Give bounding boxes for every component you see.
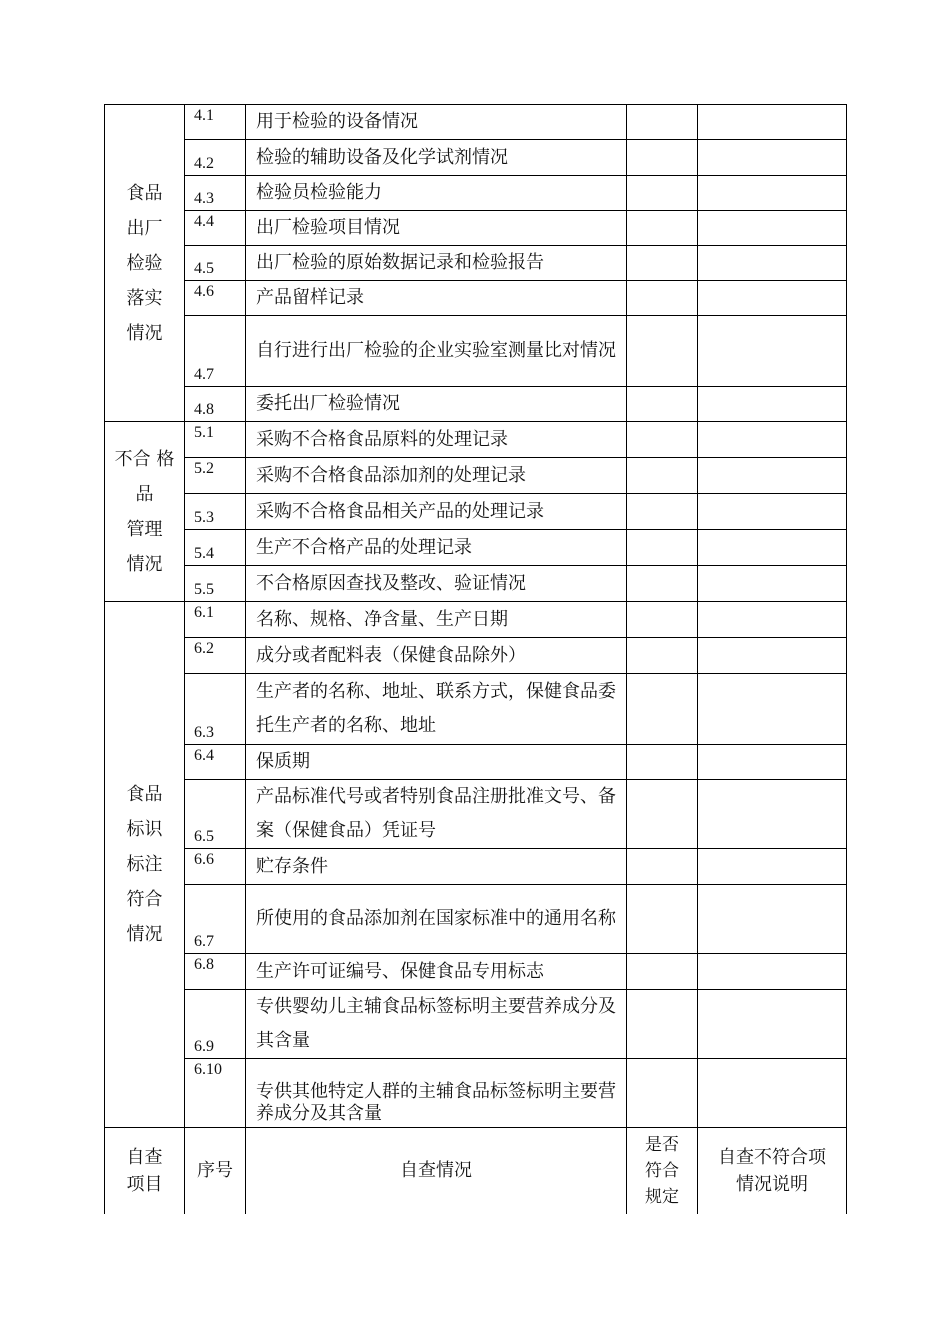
- item-number: 4.7: [185, 316, 246, 387]
- self-inspection-sheet: [104, 104, 846, 1214]
- note-cell[interactable]: [698, 281, 847, 316]
- item-number: 6.8: [185, 954, 246, 990]
- table-row: [105, 954, 847, 990]
- note-cell[interactable]: [698, 885, 847, 954]
- item-description: 专供婴幼儿主辅食品标签标明主要营养成分及其含量: [246, 990, 627, 1059]
- group-title-line: 品: [135, 483, 154, 505]
- item-description: 自行进行出厂检验的企业实验室测量比对情况: [246, 316, 627, 387]
- item-number: 6.9: [185, 990, 246, 1059]
- group-title-line: 管理: [126, 518, 163, 540]
- header-item: [105, 1128, 185, 1214]
- note-cell[interactable]: [698, 140, 847, 176]
- item-description: 采购不合格食品相关产品的处理记录: [246, 494, 627, 530]
- compliance-cell[interactable]: [627, 780, 698, 849]
- item-number: 6.1: [185, 602, 246, 638]
- compliance-cell[interactable]: [627, 316, 698, 387]
- group-title-line: 标识: [126, 819, 163, 840]
- item-description: 名称、规格、净含量、生产日期: [246, 602, 627, 638]
- item-number: 6.5: [185, 780, 246, 849]
- note-cell[interactable]: [698, 954, 847, 990]
- item-description: 出厂检验项目情况: [246, 211, 627, 246]
- item-number: 5.4: [185, 530, 246, 566]
- compliance-cell[interactable]: [627, 849, 698, 885]
- header-situation: 自查情况: [246, 1128, 627, 1214]
- item-number: 6.3: [185, 674, 246, 745]
- group-title-line: 食品: [126, 784, 163, 805]
- item-number: 5.2: [185, 458, 246, 494]
- table-row: [105, 745, 847, 780]
- item-description: 产品留样记录: [246, 281, 627, 316]
- table-row: [105, 849, 847, 885]
- item-number: 4.6: [185, 281, 246, 316]
- group-title-line: 情况: [126, 924, 163, 945]
- note-cell[interactable]: [698, 246, 847, 281]
- inspection-table-body: [105, 105, 847, 1214]
- header-item-line: 项目: [126, 1173, 163, 1195]
- table-row: [105, 566, 847, 602]
- header-note-line: 情况说明: [736, 1173, 808, 1195]
- table-row: [105, 458, 847, 494]
- note-cell[interactable]: [698, 566, 847, 602]
- item-number: 6.2: [185, 638, 246, 674]
- item-number: 6.4: [185, 745, 246, 780]
- item-description: 成分或者配料表（保健食品除外）: [246, 638, 627, 674]
- table-row: [105, 990, 847, 1059]
- item-description: 采购不合格食品添加剂的处理记录: [246, 458, 627, 494]
- note-cell[interactable]: [698, 1059, 847, 1128]
- note-cell[interactable]: [698, 211, 847, 246]
- header-item-line: 自查: [126, 1146, 163, 1168]
- group-title-line: 出厂: [126, 217, 163, 239]
- item-number: 5.5: [185, 566, 246, 602]
- group-title-line: 食品: [126, 182, 163, 204]
- compliance-cell[interactable]: [627, 602, 698, 638]
- compliance-cell[interactable]: [627, 281, 698, 316]
- item-number: 4.5: [185, 246, 246, 281]
- compliance-cell[interactable]: [627, 1059, 698, 1128]
- note-cell[interactable]: [698, 387, 847, 422]
- header-compliant: [627, 1128, 698, 1214]
- table-row: [105, 780, 847, 849]
- table-row: [105, 602, 847, 638]
- compliance-cell[interactable]: [627, 885, 698, 954]
- item-number: 4.4: [185, 211, 246, 246]
- group-title-line: 标注: [126, 854, 163, 875]
- header-compliant-line: 规定: [645, 1186, 679, 1207]
- item-description: 生产者的名称、地址、联系方式，保健食品委托生产者的名称、地址: [246, 674, 627, 745]
- header-compliant-line: 符合: [645, 1160, 679, 1181]
- item-description: 产品标准代号或者特别食品注册批准文号、备案（保健食品）凭证号: [246, 780, 627, 849]
- compliance-cell[interactable]: [627, 176, 698, 211]
- item-number: 5.1: [185, 422, 246, 458]
- item-number: 6.7: [185, 885, 246, 954]
- item-description: 出厂检验的原始数据记录和检验报告: [246, 246, 627, 281]
- group-title-line: 落实: [126, 287, 163, 309]
- group-title-cell: [105, 422, 185, 602]
- item-number: 5.3: [185, 494, 246, 530]
- item-description: 生产不合格产品的处理记录: [246, 530, 627, 566]
- item-description: 专供其他特定人群的主辅食品标签标明主要营养成分及其含量: [246, 1059, 627, 1128]
- compliance-cell[interactable]: [627, 422, 698, 458]
- note-cell[interactable]: [698, 176, 847, 211]
- item-number: 6.10: [185, 1059, 246, 1128]
- item-description: 委托出厂检验情况: [246, 387, 627, 422]
- note-cell[interactable]: [698, 422, 847, 458]
- note-cell[interactable]: [698, 745, 847, 780]
- item-number: 4.1: [185, 105, 246, 140]
- table-row: [105, 176, 847, 211]
- compliance-cell[interactable]: [627, 246, 698, 281]
- note-cell[interactable]: [698, 602, 847, 638]
- group-title-cell: [105, 105, 185, 422]
- item-description: 用于检验的设备情况: [246, 105, 627, 140]
- note-cell[interactable]: [698, 316, 847, 387]
- compliance-cell[interactable]: [627, 566, 698, 602]
- item-description: 生产许可证编号、保健食品专用标志: [246, 954, 627, 990]
- note-cell[interactable]: [698, 105, 847, 140]
- compliance-cell[interactable]: [627, 494, 698, 530]
- table-row: [105, 316, 847, 387]
- table-row: [105, 105, 847, 140]
- table-row: [105, 387, 847, 422]
- compliance-cell[interactable]: [627, 530, 698, 566]
- table-row: [105, 494, 847, 530]
- note-cell[interactable]: [698, 674, 847, 745]
- item-description: 采购不合格食品原料的处理记录: [246, 422, 627, 458]
- group-title-line: 情况: [126, 322, 163, 344]
- compliance-cell[interactable]: [627, 990, 698, 1059]
- table-row: [105, 246, 847, 281]
- item-description: 保质期: [246, 745, 627, 780]
- header-note: [698, 1128, 847, 1214]
- header-note-line: 自查不符合项: [718, 1146, 826, 1168]
- table-row: [105, 140, 847, 176]
- note-cell[interactable]: [698, 458, 847, 494]
- table-row: [105, 530, 847, 566]
- table-row: [105, 422, 847, 458]
- note-cell[interactable]: [698, 849, 847, 885]
- item-number: 6.6: [185, 849, 246, 885]
- header-number: 序号: [185, 1128, 246, 1214]
- group-title-line: 情况: [126, 553, 163, 575]
- item-number: 4.2: [185, 140, 246, 176]
- item-description: 不合格原因查找及整改、验证情况: [246, 566, 627, 602]
- compliance-cell[interactable]: [627, 458, 698, 494]
- item-description: 检验员检验能力: [246, 176, 627, 211]
- note-cell[interactable]: [698, 990, 847, 1059]
- compliance-cell[interactable]: [627, 954, 698, 990]
- compliance-cell[interactable]: [627, 105, 698, 140]
- table-row: [105, 281, 847, 316]
- group-title-line: 符合: [126, 889, 163, 910]
- compliance-cell[interactable]: [627, 140, 698, 176]
- note-cell[interactable]: [698, 638, 847, 674]
- inspection-table: [104, 104, 847, 1214]
- group-title-cell: [105, 602, 185, 1128]
- note-cell[interactable]: [698, 530, 847, 566]
- table-row: [105, 885, 847, 954]
- item-description: 贮存条件: [246, 849, 627, 885]
- table-row: [105, 638, 847, 674]
- table-row: [105, 211, 847, 246]
- group-title-line: 检验: [126, 252, 163, 274]
- note-cell[interactable]: [698, 780, 847, 849]
- compliance-cell[interactable]: [627, 638, 698, 674]
- item-number: 4.3: [185, 176, 246, 211]
- compliance-cell[interactable]: [627, 211, 698, 246]
- header-compliant-line: 是否: [645, 1134, 679, 1155]
- table-row: [105, 1059, 847, 1128]
- item-number: 4.8: [185, 387, 246, 422]
- compliance-cell[interactable]: [627, 745, 698, 780]
- column-header-row: [105, 1128, 847, 1214]
- item-description: 所使用的食品添加剂在国家标准中的通用名称: [246, 885, 627, 954]
- group-title-line: 不合 格: [114, 448, 175, 470]
- item-description: 检验的辅助设备及化学试剂情况: [246, 140, 627, 176]
- table-row: [105, 674, 847, 745]
- compliance-cell[interactable]: [627, 674, 698, 745]
- compliance-cell[interactable]: [627, 387, 698, 422]
- note-cell[interactable]: [698, 494, 847, 530]
